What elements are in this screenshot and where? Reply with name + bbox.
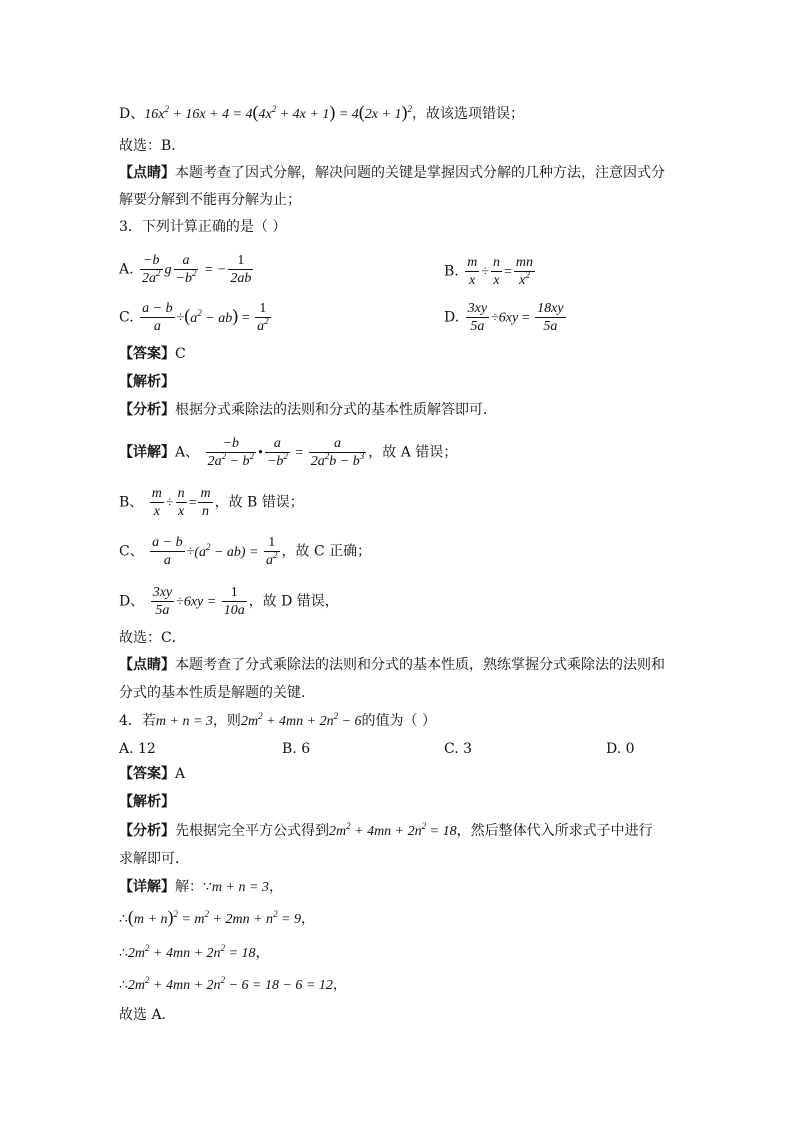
q2-option-d-solution: D、$16x^2 + 16x + 4 = 4(4x^2 + 4x + 1) = 4(2x + 1)^2$，故该选项错误； [119, 102, 524, 122]
q4-fenxi-line1: 【分析】先根据完全平方公式得到$2m^2 + 4mn + 2n^2 = 18$，然后整体代入所求式子中进行 [119, 821, 653, 839]
q4-detail-line3: $\therefore 2m^2 + 4mn + 2n^2 = 18$， [119, 943, 270, 961]
q3-option-d: D. $\frac{3xy}{5a}$ ÷6xy = $\frac{18xy}{5a}$ [444, 301, 564, 334]
q3-detail-d: D、 $\frac{3xy}{5a}$ ÷6xy = $\frac{1}{10a}$ ，故 D 错误， [119, 585, 339, 618]
q4-fenxi-line2: 求解即可． [119, 851, 189, 867]
q3-note-line1: 【点睛】本题考查了分式乘除法的法则和分式的基本性质，熟练掌握分式乘除法的法则和 [119, 657, 665, 673]
q2-note-line1: 【点睛】本题考查了因式分解，解决问题的关键是掌握因式分解的几种方法，注意因式分 [119, 165, 665, 181]
q4-option-b: B. 6 [282, 741, 311, 757]
q4-analysis-tag: 【解析】 [119, 794, 175, 810]
q3-analysis-tag: 【解析】 [119, 374, 175, 390]
q4-detail-line4: $\therefore 2m^2 + 4mn + 2n^2 - 6 = 18 - 6 = 12$， [119, 975, 347, 993]
q3-option-c: C. $\frac{a - b}{a}$ $\div(a^2 - ab)$ = $\frac{1}{a^2}$ [119, 301, 269, 334]
q3-option-b: B. $\frac{m}{x}$ ÷ $\frac{n}{x}$ = $\frac{mn}{x^2}$ [444, 255, 534, 288]
q3-answer: 【答案】C [119, 346, 186, 362]
q4-option-d: D. 0 [606, 741, 635, 757]
q3-detail-b: B、 $\frac{m}{x}$ ÷ $\frac{n}{x}$ = $\frac{m}{n}$ ，故 B 错误； [119, 486, 304, 519]
q4-detail-line1: 【详解】解：∵m + n = 3， [119, 879, 283, 895]
q3-choice: 故选：C． [119, 630, 186, 646]
q3-detail-c: C、 $\frac{a - b}{a}$ $\div(a^2 - ab)$ = $\frac{1}{a^2}$ ，故 C 正确； [119, 535, 372, 568]
q2-note-line2: 解要分解到不能再分解为止； [119, 192, 301, 208]
q4-answer: 【答案】A [119, 766, 186, 782]
q2-choice: 故选：B． [119, 138, 186, 154]
q4-stem: 4．若m + n = 3，则$2m^2 + 4mn + 2n^2 - 6$的值为（ ） [119, 711, 436, 729]
q3-note-line2: 分式的基本性质是解题的关键． [119, 685, 315, 701]
q4-detail-line2: ∴(m + $n)^2 = m^2 + 2mn + n^2 = 9$， [119, 907, 316, 927]
q3-option-a: A. $\frac{-b}{2a^2}$ g $\frac{a}{-b^2}$ = − $\frac{1}{2ab}$ [119, 253, 252, 286]
q3-stem: 3．下列计算正确的是（ ） [119, 219, 287, 235]
q3-fenxi: 【分析】根据分式乘除法的法则和分式的基本性质解答即可． [119, 402, 497, 418]
q4-choice: 故选 A． [119, 1007, 176, 1023]
q4-option-a: A. 12 [119, 741, 156, 757]
q4-option-c: C. 3 [444, 741, 473, 757]
q3-detail-a: 【详解】A、 $\frac{-b}{2a^2 - b^2}$ • $\frac{a}{-b^2}$ = $\frac{a}{2a^2b - b^3}$ ，故 A 错误； [119, 436, 458, 469]
